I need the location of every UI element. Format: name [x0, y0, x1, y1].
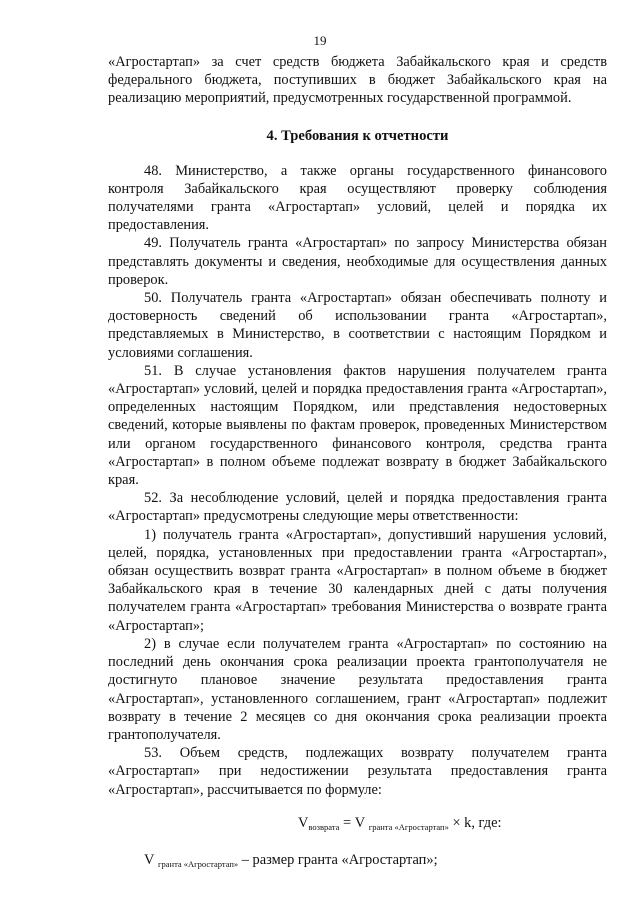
formula-rhs-symbol: V	[354, 814, 366, 831]
paragraph-48: 48. Министерство, а также органы государственного финансового контроля Забайкальского края осуществляют проверку соблюдения получателями гранта «Агростартап» условий, целей и порядка их предоставления.	[108, 162, 607, 234]
formula-tail: × k, где:	[448, 814, 502, 831]
formula-definition	[108, 851, 607, 873]
definition-text: – размер гранта «Агростартап»;	[238, 851, 438, 868]
document-body	[108, 53, 607, 873]
section-heading: 4. Требования к отчетности	[266, 127, 449, 144]
paragraph-51: 51. В случае установления фактов нарушения получателем гранта «Агростартап» условий, целей и порядка предоставления гранта «Агростартап», определенных настоящим Порядком, или представления недостоверных сведений, которые выявлены по фактам проверок, проведенных Министерством или органом государственного финансового контроля, средства гранта «Агростартап» в полном объеме подлежат возврату в бюджет Забайкальского края.	[108, 362, 607, 489]
definition-subscript: гранта «Агростартап»	[158, 858, 239, 869]
paragraph-50: 50. Получатель гранта «Агростартап» обязан обеспечивать полноту и достоверность сведений об использовании гранта «Агростартап», представляемых в Министерство, в соответствии с настоящим Порядком и условиями соглашения.	[108, 290, 607, 361]
paragraph-49: 49. Получатель гранта «Агростартап» по запросу Министерства обязан представлять документы и сведения, необходимые для осуществления данных проверок.	[108, 235, 607, 288]
intro-paragraph: «Агростартап» за счет средств бюджета Забайкальского края и средств федерального бюджета, поступивших в бюджет Забайкальского края на реализацию мероприятий, предусмотренных государственной программой.	[108, 54, 607, 107]
paragraph-53: 53. Объем средств, подлежащих возврату получателем гранта «Агростартап» при недостижении результата предоставления гранта «Агростартап», рассчитывается по формуле:	[108, 745, 607, 798]
formula	[108, 814, 607, 836]
definition-symbol: V	[144, 851, 155, 868]
formula-rhs-subscript: гранта «Агростартап»	[368, 821, 449, 832]
formula-lhs-subscript: возврата	[308, 821, 340, 832]
paragraph-52-item-1: 1) получатель гранта «Агростартап», допустивший нарушения условий, целей, порядка, установленных при предоставлении гранта «Агростартап», обязан осуществить возврат гранта «Агростартап» в полном объеме в бюджет Забайкальского края в течение 30 календарных дней с даты получения получателем гранта «Агростартап» требования Министерства о возврате гранта «Агростартап»;	[108, 526, 607, 634]
page-number: 19	[313, 33, 327, 48]
paragraph-52: 52. За несоблюдение условий, целей и порядка предоставления гранта «Агростартап» предусмотрены следующие меры ответственности:	[108, 490, 607, 525]
paragraph-52-item-2: 2) в случае если получателем гранта «Агростартап» по состоянию на последний день окончания срока реализации проекта грантополучателя не достигнуто плановое значение результата предоставления гранта «Агростартап», установленного соглашением, грант «Агростартап» подлежит возврату в течение 2 месяцев со дня окончания срока реализации проекта грантополучателя.	[108, 635, 607, 743]
formula-lhs-symbol: V	[298, 814, 309, 831]
formula-equals: =	[339, 814, 355, 831]
